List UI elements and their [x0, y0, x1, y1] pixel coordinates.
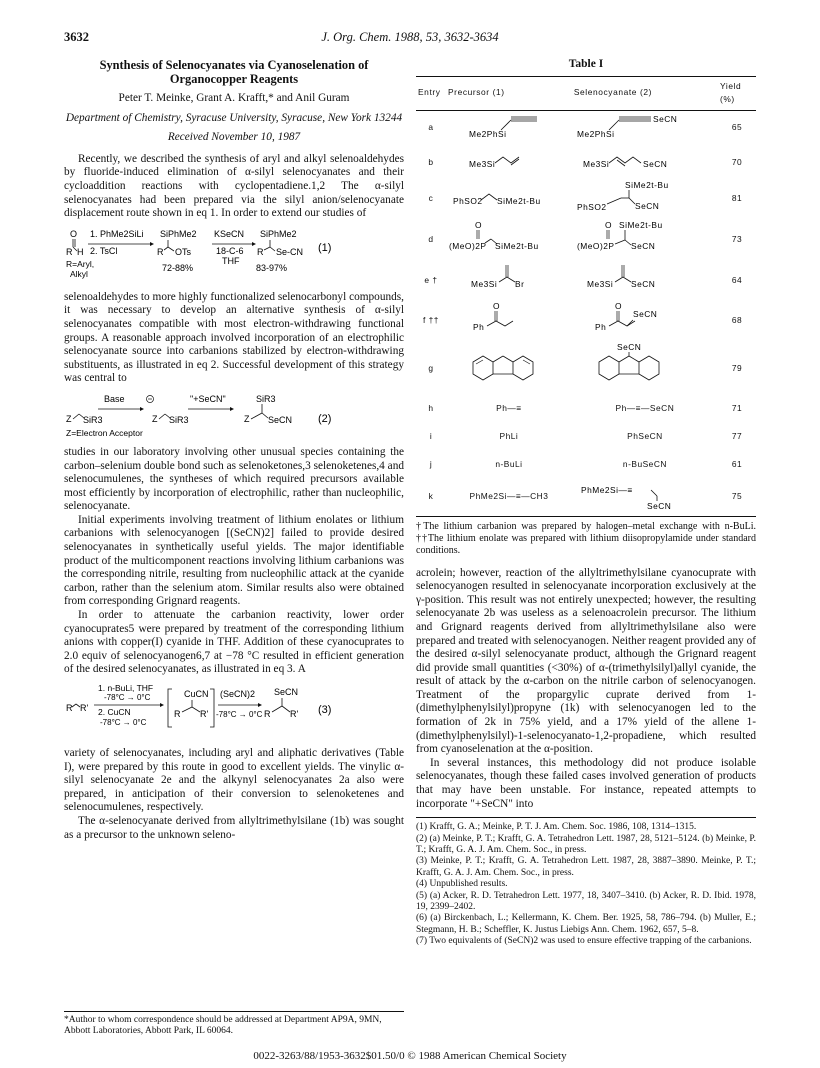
table-row	[416, 451, 756, 479]
selenocyanate-cell	[572, 110, 718, 145]
svg-text:SeCN: SeCN	[642, 159, 668, 170]
svg-text:PhSO2: PhSO2	[576, 201, 607, 212]
yield-value: 79	[731, 362, 743, 373]
journal-citation: J. Org. Chem. 1988, 53, 3632-3634	[321, 30, 499, 44]
precursor-cell: Ph—≡	[496, 403, 522, 414]
structure-1g-fluorene	[449, 342, 569, 390]
table-row	[416, 261, 756, 300]
svg-text:Me3Si: Me3Si	[470, 279, 498, 290]
structure-1c	[449, 180, 569, 214]
selenocyanate-cell	[572, 342, 718, 395]
table-header-yield: Yield (%)	[718, 76, 756, 110]
paragraph-4: Initial experiments involving treatment of lithium enolates or lithium carbanions with selenocyanogen [(SeCN)2] failed to provide desired selenocyanates in synthetically useful yields. The major identifiable product of the multicomponent reactions involving lithium carbanions was the corresponding nitrile, resulting from nucleophilic attack at the cyanide carbon, rather than the selenium atom. Similar results also were obtained from corresponding Grignard reagents.	[64, 513, 404, 608]
results-table	[416, 76, 756, 517]
precursor-cell: PhLi	[499, 431, 519, 442]
table-row	[416, 110, 756, 145]
svg-text:Br: Br	[514, 279, 525, 290]
structure-2a	[575, 111, 715, 141]
svg-text:SeCN: SeCN	[634, 200, 660, 211]
yield-value: 70	[731, 156, 743, 167]
selenocyanate-cell	[572, 219, 718, 262]
eq1-selenocyanate: Se-CN	[276, 246, 304, 257]
yield-value: 73	[731, 234, 743, 245]
correspondence-footnote: *Author to whom correspondence should be addressed at Department AP9A, 9MN, Abbott Laboratories, Abbott Park, IL 60064.	[64, 1011, 404, 1038]
article-title: Synthesis of Selenocyanates via Cyanoselenation of Organocopper Reagents	[99, 58, 369, 86]
entry-label: g	[428, 362, 434, 373]
table-header-precursor: Precursor (1)	[446, 76, 572, 110]
eq1-silyl-2: SiPhMe2	[260, 228, 297, 239]
reference-item: (3) Meinke, P. T.; Krafft, G. A. Tetrahedron Lett. 1987, 28, 3887–3890. Meinke, P. T.; Krafft, G. A. J. Am. Chem. Soc., in press.	[416, 856, 756, 878]
right-column	[416, 58, 756, 948]
svg-text:(MeO)2P: (MeO)2P	[576, 240, 615, 251]
yield-value: 75	[718, 479, 756, 516]
precursor-cell	[446, 261, 572, 300]
precursor-cell	[446, 342, 572, 395]
entry-label: a	[428, 122, 434, 133]
structure-2e	[575, 261, 715, 295]
svg-text:Me3Si: Me3Si	[468, 159, 496, 170]
svg-text:O: O	[614, 300, 622, 311]
yield-value: 64	[731, 274, 743, 285]
svg-text:SiMe2t-Bu: SiMe2t-Bu	[494, 240, 539, 251]
selenocyanate-cell: Ph—≡—SeCN	[615, 403, 675, 414]
structure-1d	[449, 219, 569, 257]
svg-text:H: H	[77, 246, 84, 257]
precursor-cell: PhMe2Si—≡—CH3	[446, 479, 572, 516]
svg-text:SeCN: SeCN	[268, 414, 293, 425]
svg-text:SiMe2t-Bu: SiMe2t-Bu	[618, 219, 663, 230]
precursor-cell	[446, 300, 572, 343]
eq2-secn-reagent: "+SeCN"	[190, 393, 226, 404]
references-list	[416, 817, 756, 947]
entry-label: h	[428, 403, 434, 414]
table-title: Table I	[568, 58, 604, 70]
svg-text:SiMe2t-Bu: SiMe2t-Bu	[624, 179, 669, 190]
svg-text:R: R	[257, 246, 264, 257]
selenocyanate-cell	[572, 145, 718, 180]
yield-value: 61	[731, 459, 743, 470]
svg-text:SeCN: SeCN	[616, 342, 642, 353]
eq2-number: (2)	[318, 412, 332, 425]
svg-text:Me2PhSi: Me2PhSi	[576, 128, 615, 139]
selenocyanate-cell	[572, 479, 718, 516]
table-row	[416, 342, 756, 395]
eq2-sir3-3: SiR3	[256, 393, 276, 404]
svg-text:R: R	[264, 709, 271, 719]
svg-text:SeCN: SeCN	[646, 500, 672, 511]
yield-value: 68	[731, 315, 743, 326]
entry-label: c	[428, 193, 434, 204]
paragraph-6: variety of selenocyanates, including aryl and aliphatic derivatives (Table I), were prepared by this route in good to excellent yields. The vinylic α-silyl selenocyanate 2e and the alkynyl selenocyanates 2a also were prepared, in anticipation of their conversion to selenoketenes and selenocumulenes, respectively.	[64, 747, 404, 814]
table-header-entry: Entry	[416, 76, 446, 110]
eq3-number: (3)	[318, 704, 332, 716]
eq2-sir3-1: SiR3	[83, 414, 103, 425]
yield-value: 65	[731, 122, 743, 133]
selenocyanate-cell	[572, 180, 718, 219]
structure-1e	[449, 261, 569, 295]
right-paragraph-2: In several instances, this methodology did not produce isolable selenocyanates, though these failed cases involved generation of products that may have been unstable. For instance, repeated attempts to incorporate "+SeCN" into	[416, 756, 756, 810]
reference-item: (5) (a) Acker, R. D. Tetrahedron Lett. 1977, 18, 3407–3410. (b) Acker, R. D. Ibid. 1978, 19, 2399–2402.	[416, 890, 756, 913]
svg-text:R: R	[66, 703, 73, 713]
precursor-cell	[446, 145, 572, 180]
entry-label: i	[429, 431, 433, 442]
paragraph-2: selenoaldehydes to more highly functionalized selenocarbonyl compounds, it was necessary to develop an alternative synthesis of α-silyl selenocyanates compatible with most electron-withdrawing functional groups. A reasonable approach involved incorporation of an electrophilic selenocyanate source into carbanions stabilized by electron-withdrawing substituents, as illustrated in eq 2. Successful development of this strategy was central to	[64, 290, 404, 385]
equation-1-scheme	[64, 227, 404, 285]
structure-2f	[575, 300, 715, 338]
entry-label: j	[429, 459, 433, 470]
svg-text:R': R'	[290, 709, 299, 719]
paragraph-5: In order to attenuate the carbanion reactivity, lower order cyanocuprates5 were prepared by treatment of the corresponding lithium anions with copper(I) cyanide in THF. Addition of these cyanocuprates to 2.0 equiv of selenocyanogen6,7 at −78 °C resulted in efficient generation of the desired selenocyanates, as illustrated in eq 3. A	[64, 609, 404, 676]
svg-text:O: O	[604, 219, 612, 230]
yield-value: 71	[731, 403, 743, 414]
reference-item: (4) Unpublished results.	[416, 879, 508, 890]
structure-2c	[575, 180, 715, 214]
equation-2	[64, 392, 404, 440]
eq1-silyl-1: SiPhMe2	[160, 228, 197, 239]
structure-1f	[449, 300, 569, 338]
structure-2k	[575, 479, 715, 511]
svg-text:Ph: Ph	[472, 321, 485, 332]
svg-text:O: O	[492, 300, 500, 311]
eq2-z-1: Z	[66, 413, 72, 424]
paragraph-1: Recently, we described the synthesis of aryl and alkyl selenoaldehydes by fluoride-induced elimination of α-silyl selenocyanates and their cycloaddition reactions with cyclopentadiene.1,2 The α-silyl selenocyanates had been prepared via the silyl anion/selenocyanate displacement route shown in eq 1. In order to extend our studies of	[64, 152, 404, 220]
eq3-step1-temp: -78°C → 0°C	[104, 693, 151, 702]
reference-item: (1) Krafft, G. A.; Meinke, P. T. J. Am. Chem. Soc. 1986, 108, 1314–1315.	[416, 822, 697, 833]
eq2-note: Z=Electron Acceptor	[66, 427, 143, 438]
eq3-step2-temp: -78°C → 0°C	[100, 718, 147, 727]
table-row	[416, 479, 756, 516]
eq3-reagent: (SeCN)2	[220, 689, 256, 699]
svg-text:SeCN: SeCN	[652, 113, 678, 124]
eq1-reagent: KSeCN	[214, 228, 245, 239]
table-header-selenocyanate: Selenocyanate (2)	[572, 76, 718, 110]
table-row	[416, 219, 756, 262]
reference-item: (2) (a) Meinke, P. T.; Krafft, G. A. Tetrahedron Lett. 1987, 28, 5121–5124. (b) Meinke, P. T.; Krafft, G. A. J. Am. Chem. Soc., in press.	[416, 833, 756, 856]
svg-text:Me3Si: Me3Si	[582, 159, 610, 170]
svg-text:SeCN: SeCN	[630, 240, 656, 251]
eq3-step1: 1. n-BuLi, THF	[98, 683, 154, 693]
table-footnote: †The lithium carbanion was prepared by halogen–metal exchange with n-BuLi. ††The lithium enolate was prepared with lithium diisopropylamide under standard conditions.	[416, 520, 756, 556]
svg-text:O: O	[70, 228, 78, 239]
svg-text:PhSO2: PhSO2	[452, 195, 483, 206]
copyright-footer: 0022-3263/88/1953-3632$01.50/0 © 1988 American Chemical Society	[253, 1050, 567, 1062]
reference-item: (7) Two equivalents of (SeCN)2 was used to ensure effective trapping of the carbanions.	[416, 936, 752, 947]
table-header-row	[416, 76, 756, 110]
eq1-solvent: THF	[222, 255, 240, 266]
svg-text:R': R'	[200, 709, 209, 719]
precursor-cell	[446, 180, 572, 219]
svg-text:Me3Si: Me3Si	[586, 279, 614, 290]
precursor-cell	[446, 110, 572, 145]
svg-text:Me2PhSi: Me2PhSi	[468, 128, 507, 139]
svg-text:R': R'	[80, 703, 89, 713]
svg-text:SeCN: SeCN	[632, 308, 658, 319]
svg-text:SeCN: SeCN	[630, 279, 656, 290]
eq1-step2: 2. TsCl	[90, 245, 118, 256]
eq2-base: Base	[104, 393, 125, 404]
selenocyanate-cell	[572, 300, 718, 343]
equation-1	[64, 227, 404, 285]
equation-3-scheme	[64, 683, 404, 741]
entry-label: e †	[424, 274, 438, 285]
svg-text:PhMe2Si—≡: PhMe2Si—≡	[580, 484, 633, 495]
eq2-z-3: Z	[244, 413, 250, 424]
eq1-substituent-2: Alkyl	[70, 268, 88, 279]
article-authors: Peter T. Meinke, Grant A. Krafft,* and Anil Guram	[118, 92, 350, 104]
svg-text:R: R	[66, 246, 73, 257]
paragraph-7: The α-selenocyanate derived from allyltrimethylsilane (1b) was sought as a precursor to the unknown seleno-	[64, 814, 404, 841]
table-row	[416, 423, 756, 451]
eq2-z-2: Z	[152, 413, 158, 424]
eq2-sir3-2: SiR3	[169, 414, 189, 425]
eq1-yield-1: 72-88%	[162, 262, 194, 273]
entry-label: b	[428, 156, 434, 167]
equation-2-scheme	[64, 392, 404, 440]
structure-2g-fluorene	[575, 342, 715, 390]
eq3-step2: 2. CuCN	[98, 707, 131, 717]
received-date: Received November 10, 1987	[167, 131, 301, 144]
eq1-step1: 1. PhMe2SiLi	[90, 228, 144, 239]
svg-text:SiMe2t-Bu: SiMe2t-Bu	[496, 195, 541, 206]
yield-value: 81	[731, 193, 743, 204]
table-row	[416, 180, 756, 219]
entry-label: d	[428, 234, 434, 245]
table-row	[416, 145, 756, 180]
svg-text:R: R	[174, 709, 181, 719]
table-row	[416, 300, 756, 343]
svg-text:Ph: Ph	[594, 321, 607, 332]
svg-text:R: R	[157, 246, 164, 257]
eq1-number: (1)	[318, 241, 332, 254]
precursor-cell: n-BuLi	[495, 459, 523, 470]
eq3-selenocyanate: SeCN	[274, 687, 299, 697]
svg-text:(MeO)2P: (MeO)2P	[448, 240, 487, 251]
svg-text:O: O	[474, 219, 482, 230]
paragraph-3: studies in our laboratory involving other unusual species containing the carbon–selenium double bond such as selenoketones,3 selenoketenes,4 and selenocumulenes, the syntheses of which required precursors available most efficiently by incorporation of electrophilic, rather than nucleophilic, selenocyanate.	[64, 445, 404, 513]
eq1-crown: 18-C-6	[216, 245, 244, 256]
article-affiliation: Department of Chemistry, Syracuse University, Syracuse, New York 13244	[65, 111, 403, 124]
eq1-yield-2: 83-97%	[256, 262, 288, 273]
eq1-substituent: R=Aryl,	[66, 258, 95, 269]
structure-2b	[575, 145, 715, 175]
entry-label: f ††	[423, 315, 439, 326]
selenocyanate-cell: n-BuSeCN	[622, 459, 667, 470]
left-column	[64, 58, 404, 842]
running-header	[64, 30, 756, 46]
yield-value: 77	[731, 431, 743, 442]
page-number: 3632	[64, 30, 89, 44]
right-paragraph-1: acrolein; however, reaction of the allyltrimethylsilane cyanocuprate with selenocyanogen resulted in selenocyanate incorporation exclusively at the γ-position. This result was not entirely unexpected; however, the resulting selenocyanate 2b was useless as a selenoacrolein precursor. The lithium and Grignard reagents derived from allyltrimethylsilane also were prepared and treated with selenocyanogen. Neither reagent provided any of the desired α-silyl selenocyanate product, although the Grignard reagent did provide small quantities (<30%) of α-(trimethylsilyl)allyl cyanide, the result of attack by the α-carbon on the nitrile carbon of selenocyanogen. Treatment of the propargylic cuprate derived from 1-(dimethylphenylsilyl)propyne (1k) with selenocyanogen led to the formation of 2k in 75% yield, and a 17% yield of the allene 1-(dimethylphenylsilyl)-1-selenocyanato-1,2-propadiene, which resulted from cyanoselenation at the α-position.	[416, 566, 757, 756]
equation-3	[64, 683, 404, 741]
reference-item: (6) (a) Birckenbach, L.; Kellermann, K. Chem. Ber. 1925, 58, 786–794. (b) Muller, E.; Stegmann, H. B.; Scheffler, K. Justus Liebigs Ann. Chem. 1962, 657, 5–8.	[416, 913, 756, 935]
table-row	[416, 395, 756, 423]
structure-2d	[575, 219, 715, 257]
structure-1a	[449, 111, 569, 141]
eq3-cucn: CuCN	[184, 689, 209, 699]
eq1-leaving-group: OTs	[175, 246, 192, 257]
selenocyanate-cell: PhSeCN	[627, 431, 663, 442]
precursor-cell	[446, 219, 572, 262]
eq3-conditions: -78°C → 0°C	[216, 710, 263, 719]
entry-label: k	[416, 479, 446, 516]
structure-1b	[449, 145, 569, 175]
selenocyanate-cell	[572, 261, 718, 300]
